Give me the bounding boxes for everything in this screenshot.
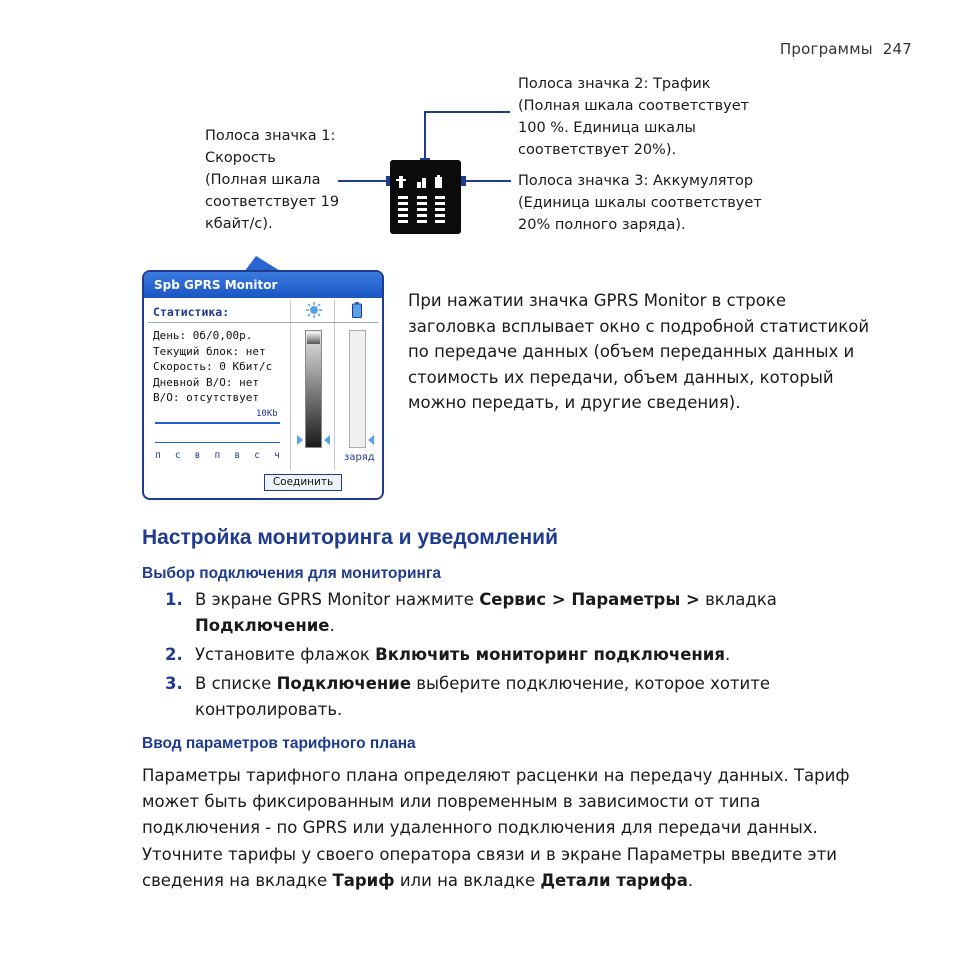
gprs-monitor-popup bbox=[142, 270, 384, 500]
section-name: Программы bbox=[779, 40, 873, 58]
para-text-part: Уточните тарифы у своего оператора связи и в экране Параметры введите эти сведения на вкладке bbox=[142, 845, 837, 890]
tab-name: Подключение bbox=[195, 616, 330, 635]
tab-name: Детали тарифа bbox=[540, 871, 688, 890]
stats-header: Статистика: bbox=[153, 305, 230, 319]
callout-speed-line: Скорость bbox=[205, 150, 276, 166]
callout-battery-line: Полоса значка 3: Аккумулятор bbox=[518, 173, 754, 189]
list-name: Подключение bbox=[276, 674, 412, 693]
callout-speed bbox=[205, 125, 339, 235]
callout-speed-line: соответствует 19 bbox=[205, 194, 340, 210]
step-text bbox=[195, 642, 855, 668]
stat-line: Дневной В/О: нет bbox=[153, 375, 259, 389]
paragraph: Параметры тарифного плана определяют расценки на передачу данных. Тариф может быть фиксированным или повременным в зависимости от типа подключения - по GPRS или удаленного подключения для передачи данных. bbox=[142, 766, 850, 837]
gprs-bars-icon bbox=[390, 160, 461, 234]
battery-bar bbox=[349, 330, 366, 448]
weekday-labels: п с в п в с ч bbox=[155, 450, 284, 461]
speed-marker-right bbox=[324, 435, 330, 445]
callout-battery-line: 20% полного заряда). bbox=[518, 217, 686, 233]
step-text-part: выберите подключение, которое хотите контролировать. bbox=[195, 674, 771, 719]
callout-battery bbox=[518, 170, 762, 236]
callout-speed-line: кбайт/с). bbox=[205, 216, 273, 232]
stat-line: Скорость: 0 Кбит/с bbox=[153, 360, 273, 373]
popup-title: Spb GPRS Monitor bbox=[144, 272, 382, 298]
stat-line: Текущий блок: нет bbox=[153, 344, 266, 358]
section-title: Настройка мониторинга и уведомлений bbox=[142, 526, 558, 549]
leader-line-traffic bbox=[424, 112, 426, 162]
battery-marker bbox=[368, 435, 374, 445]
step-text-part: . bbox=[724, 645, 731, 664]
stat-line: В/О: отсутствует bbox=[153, 391, 259, 404]
speed-bar bbox=[305, 330, 322, 448]
popup-description: При нажатии значка GPRS Monitor в строке заголовка всплывает окно с подробной статистикой по передаче данных (объем переданных данных и стоимость их передачи, объем данных, который можно передать, и другие сведения). bbox=[408, 291, 870, 412]
stats-list bbox=[153, 328, 272, 406]
callout-speed-line: Полоса значка 1: bbox=[205, 128, 336, 144]
step-text-part: В списке bbox=[195, 674, 277, 693]
checkbox-name: Включить мониторинг подключения bbox=[375, 645, 725, 664]
leader-line-battery bbox=[461, 180, 511, 182]
speed-icon bbox=[306, 302, 322, 318]
callout-traffic-line: 100 %. Единица шкалы bbox=[518, 120, 696, 136]
step-text-part: В экране GPRS Monitor нажмите bbox=[195, 590, 480, 609]
step-number: 3. bbox=[165, 674, 183, 693]
traffic-scale-line bbox=[155, 422, 280, 424]
callout-traffic bbox=[518, 73, 749, 161]
callout-traffic-line: соответствует 20%). bbox=[518, 142, 677, 158]
header-divider bbox=[148, 322, 378, 323]
step-text-part: . bbox=[329, 616, 335, 635]
speed-marker-left bbox=[297, 435, 303, 445]
callout-traffic-line: Полоса значка 2: Трафик bbox=[518, 76, 711, 92]
stat-line: День: 0б/0,00р. bbox=[153, 329, 253, 342]
paragraph bbox=[142, 842, 882, 894]
connect-button[interactable]: Соединить bbox=[264, 474, 342, 491]
step-text bbox=[195, 587, 855, 639]
scale-label: 10Kb bbox=[256, 409, 278, 419]
page-header bbox=[780, 40, 912, 58]
menu-path: Сервис > Параметры > bbox=[479, 590, 700, 609]
subsection-title: Ввод параметров тарифного плана bbox=[142, 735, 416, 752]
step-number: 1. bbox=[165, 590, 183, 609]
column-divider bbox=[334, 300, 335, 470]
callout-battery-line: (Единица шкалы соответствует bbox=[518, 195, 762, 211]
callout-traffic-line: (Полная шкала соответствует bbox=[518, 98, 750, 114]
para-text-part: или на вкладке bbox=[394, 871, 541, 890]
battery-icon bbox=[352, 302, 362, 318]
step-text-part: вкладка bbox=[699, 590, 777, 609]
leader-line-traffic-h bbox=[424, 111, 510, 113]
speed-bar-cap bbox=[307, 332, 320, 344]
page-number: 247 bbox=[882, 40, 912, 58]
traffic-baseline bbox=[155, 442, 280, 443]
subsection-title: Выбор подключения для мониторинга bbox=[142, 565, 441, 582]
callout-speed-line: (Полная шкала bbox=[205, 172, 321, 188]
leader-line-speed bbox=[338, 180, 390, 182]
column-divider bbox=[290, 300, 291, 470]
step-number: 2. bbox=[165, 645, 183, 664]
step-text bbox=[195, 671, 855, 723]
para-text-part: . bbox=[687, 871, 694, 890]
gprs-monitor-tray-icon bbox=[390, 160, 461, 234]
tab-name: Тариф bbox=[332, 871, 395, 890]
charge-label: заряд bbox=[344, 452, 375, 463]
step-text-part: Установите флажок bbox=[195, 645, 376, 664]
